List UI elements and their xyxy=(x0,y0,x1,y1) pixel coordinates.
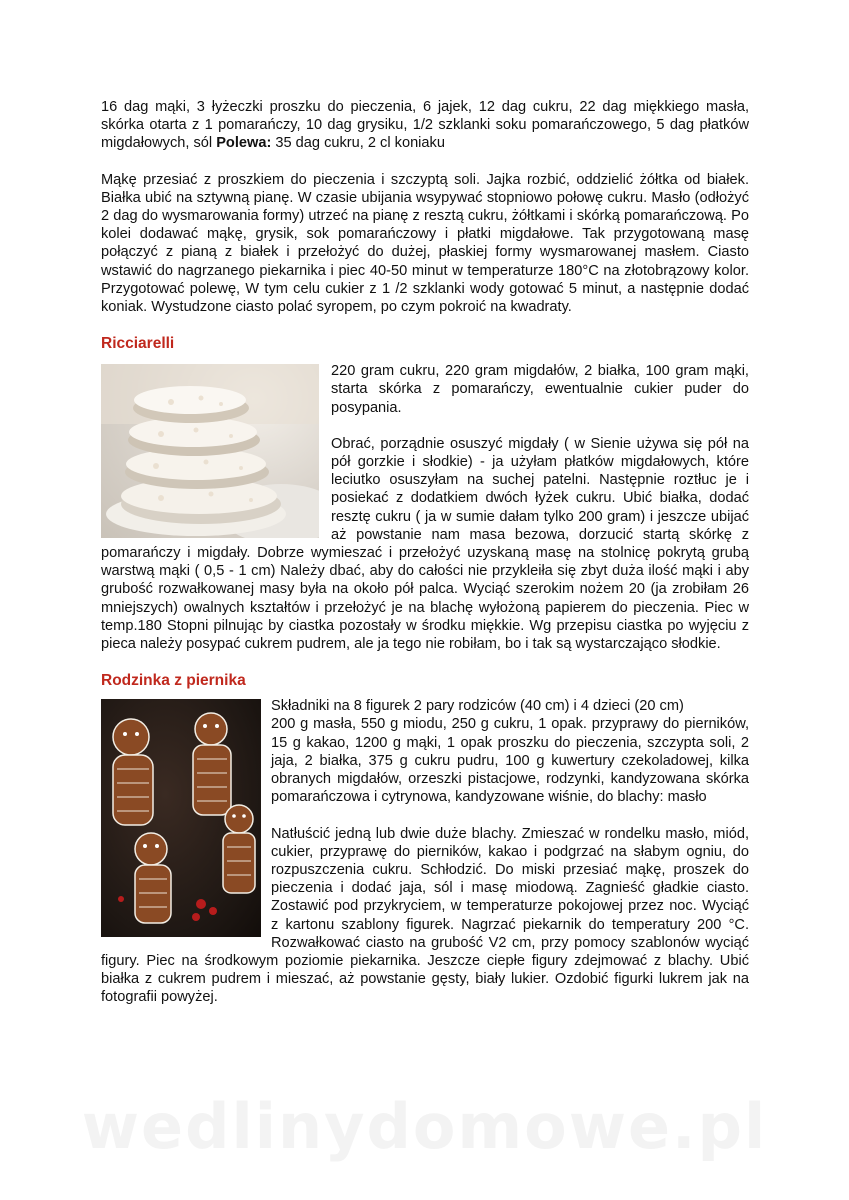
cookie-stack-illustration xyxy=(101,364,319,538)
rodzinka-method: Natłuścić jedną lub dwie duże blachy. Zmieszać w rondelku masło, miód, cukier, przyprawę do pierników, kakao i podgrzać na słabym ogniu, do rozpuszczenia cukru. Schłodzić. Do miski przesiać mąkę, proszek do pieczenia i dodać jaja, sól i masę miodową. Zagnieść gładkie ciasto. Zostawić pod przykryciem, w temperaturze pokojowej przez noc. Wyciąć z kartonu szablony figurek. Nagrzać piekarnik do temperatury 200 °C. Rozwałkować ciasto na grubość V2 cm, przy pomocy szablonów wyciąć figury. Piec na środkowym poziomie piekarnika. Jeszcze ciepłe figury zdejmować z blachy. Ubić białka z cukrem pudrem i mieszać, aż powstanie gęsty, biały lukier. Ozdobić figurki lukrem jak na fotografii powyżej. xyxy=(101,825,749,1006)
rodzinka-ingredients: 200 g masła, 550 g miodu, 250 g cukru, 1 opak. przyprawy do pierników, 15 g kakao, 1200 g mąki, 1 opak proszku do pieczenia, szczypta soli, 2 jaja, 2 białka, 375 g cukru pudru, 100 g kuwertury czekoladowej, kilka obranych migdałów, orzeszki pistacjowe, rodzynki, kandyzowana skórka pomarańczowa i cytrynowa, kandyzowane wiśnie, do blachy: masło xyxy=(271,716,749,806)
recipe-title-ricciarelli: Ricciarelli xyxy=(101,335,175,353)
intro-ingredients-text: 16 dag mąki, 3 łyżeczki proszku do pieczenia, 6 jajek, 12 dag cukru, 22 dag miękkiego masła, skórka otarta z 1 pomarańczy, 10 dag grysiku, 1/2 szklanki soku pomarańczowego, 5 dag płatków migdałowych, sól xyxy=(101,99,749,152)
intro-method: Mąkę przesiać z proszkiem do pieczenia i szczyptą soli. Jajka rozbić, oddzielić żółtka od białek. Białka ubić na sztywną pianę. W czasie ubijania wsypywać stopniowo połowę cukru. Masło (odłożyć 2 dag do wysmarowania formy) utrzeć na pianę z resztą cukru, żółtkami i skórką pomarańczową. Po kolei dodawać mąkę, grysik, sok pomarańczowy i płatki migdałowe. Tak przygotowaną masę połączyć z pianą z białek i przełożyć do dużej, płaskiej formy wysmarowanej masłem. Ciasto wstawić do nagrzanego piekarnika i piec 40-50 minut w temperaturze 180°C na złotobrązowy kolor. Przygotować polewę, W tym celu cukier z 1 /2 szklanki wody gotować 5 minut, a następnie dodać koniak. Wystudzone ciasto polać syropem, po czym pokroić na kwadraty. xyxy=(101,171,749,316)
gingerbread-photo xyxy=(101,699,261,937)
intro-ingredients xyxy=(101,98,749,153)
recipe-title-rodzinka: Rodzinka z piernika xyxy=(101,672,246,690)
document-page xyxy=(101,98,749,1007)
glaze-label: Polewa: xyxy=(216,135,272,152)
gingerbread-figures-illustration xyxy=(101,699,261,937)
rodzinka-ingredients-line1: Składniki na 8 figurek 2 pary rodziców (40 cm) i 4 dzieci (20 cm) xyxy=(271,698,684,715)
ricciarelli-photo xyxy=(101,364,319,538)
glaze-text: 35 dag cukru, 2 cl koniaku xyxy=(271,135,445,152)
ricciarelli-ingredients: 220 gram cukru, 220 gram migdałów, 2 białka, 100 gram mąki, starta skórka z pomarańczy, ewentualnie cukier puder do posypania. xyxy=(331,363,749,416)
site-watermark: wedlinydomowe.pl xyxy=(81,1090,768,1163)
ricciarelli-method: Obrać, porządnie osuszyć migdały ( w Sienie używa się pół na pół gorzkie i słodkie) - ja użyłam płatków migdałowych, które leciutko osuszyłam na suchej patelni. Następnie roztłuc je i posiekać z dodatkiem dwóch łyżek cukru. Ubić białka, dodać resztę cukru ( ja w sumie dałam tylko 200 gram) i jeszcze ubijać aż powstanie nam masa bezowa, dorzucić startą skórkę z pomarańczy i migdały. Dobrze wymieszać i przełożyć uzyskaną masę na stolnicę pokrytą grubą warstwą mąki ( 0,5 - 1 cm) Należy dbać, aby do całości nie przykleiła się zbyt duża ilość mąki i aby grubość rozwałkowanej masy była na około pół palca. Wyciąć szerokim nożem 20 (ja zrobiłam 26 mniejszych) owalnych kształtów i przełożyć je na blachę wyłożoną papierem do pieczenia. Piec w temp.180 Stopni pilnując by ciastka pozostały w środku miękkie. Wg przepisu ciastka po wyjęciu z pieca należy posypać cukrem pudrem, ale ja tego nie robiłam, bo i tak są wystarczająco słodkie. xyxy=(101,435,749,653)
